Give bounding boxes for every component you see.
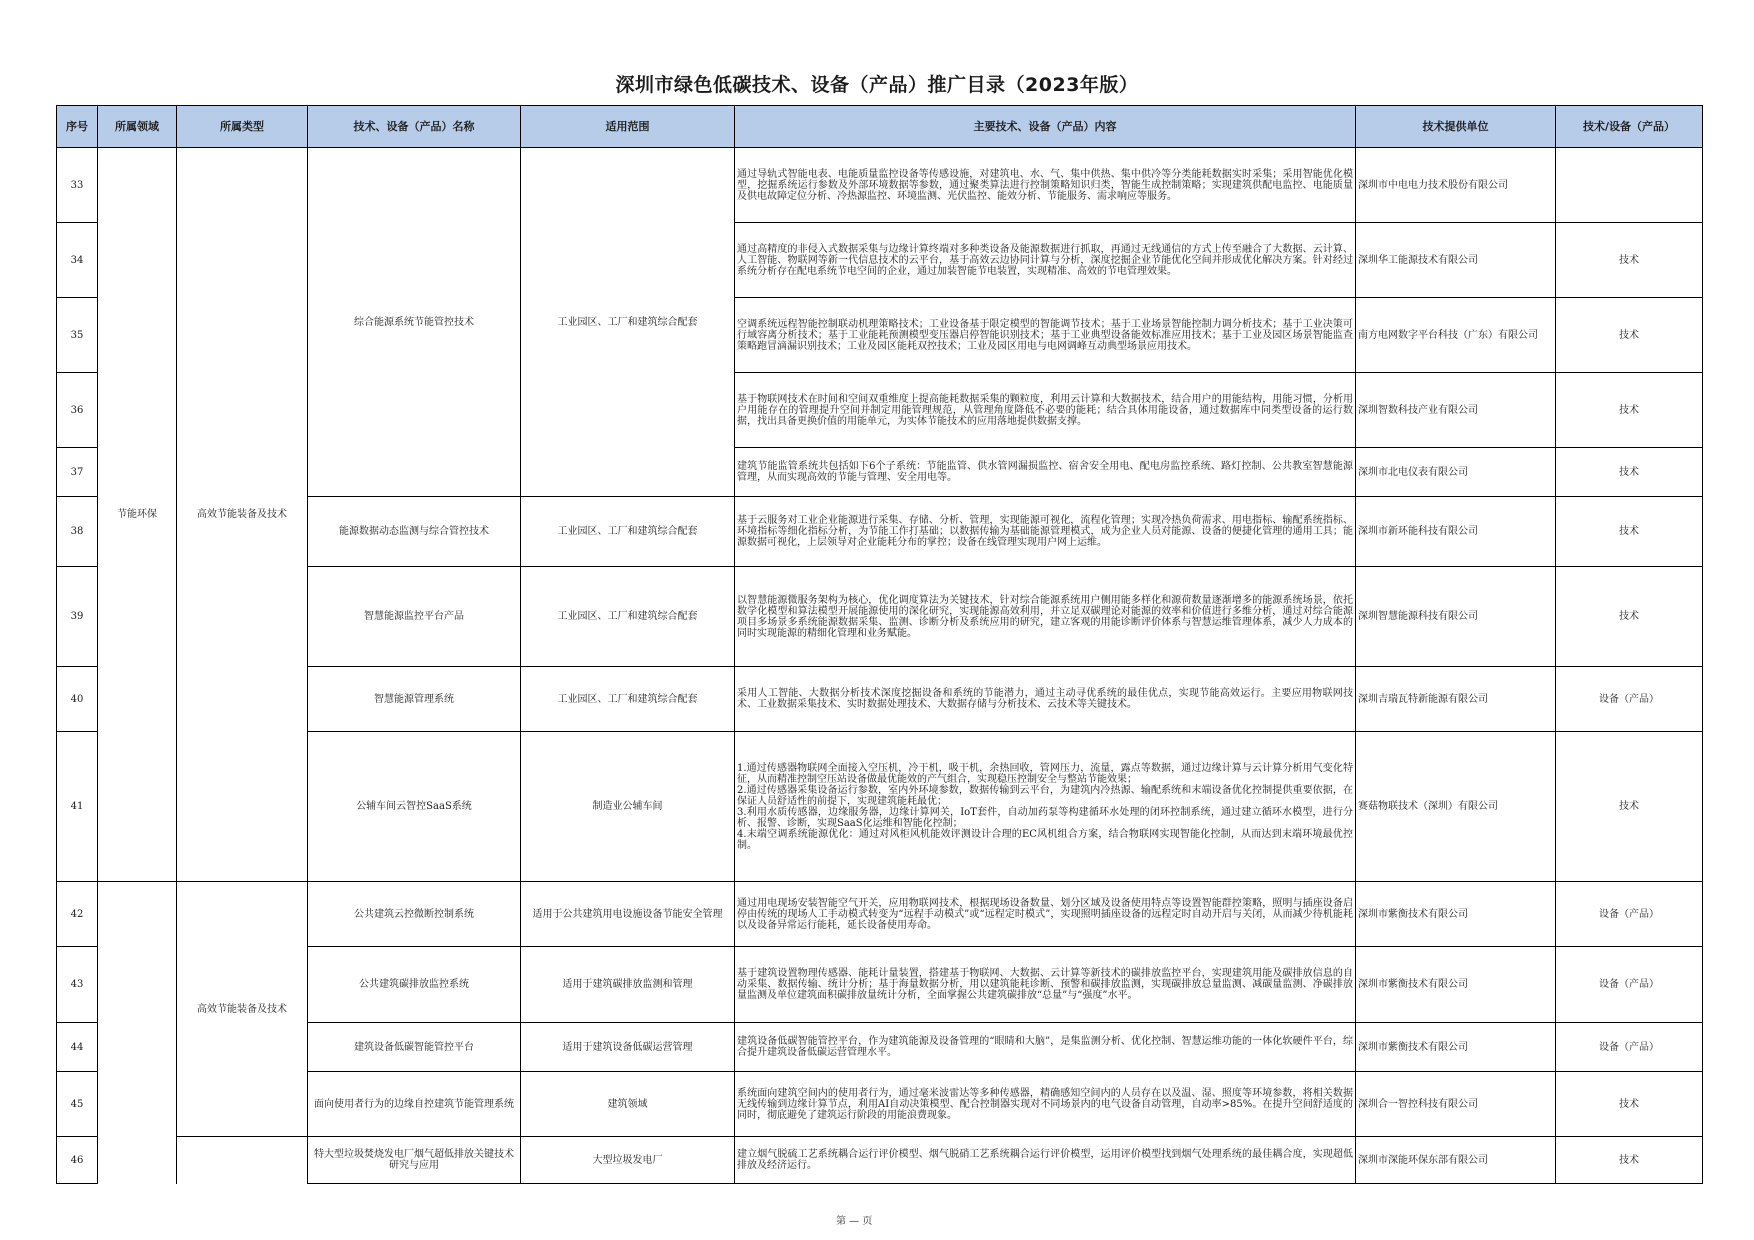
row-no: 43 [57,947,98,1023]
page-title: 深圳市绿色低碳技术、设备（产品）推广目录（2023年版） [615,74,1139,96]
category-cell: 技术 [1556,223,1703,298]
content-cell: 空调系统远程智能控制联动机理策略技术；工业设备基于限定模型的智能调节技术；基于工业场景智能控制力调分析技术；基于工业决策可行域容离分析技术；基于工业能耗预测模型变压器启停智能识别技术；基于工业典型设备能效标准应用技术；基于工业及园区场景智能监查策略跑冒滴漏识别技术；工业及园区能耗双控技术；工业及园区用电与电网调峰互动典型场景应用技术。 [735,298,1356,373]
content-cell: 通过用电现场安装智能空气开关，应用物联网技术，根据现场设备数量、划分区域及设备使用特点等设置智能群控策略，照明与插座设备启停由传统的现场人工手动模式转变为“远程手动模式”或“远程定时模式”，实现照明插座设备的远程定时自动开启与关闭，从而减少待机能耗以及设备异常运行能耗，延长设备使用寿命。 [735,882,1356,947]
scope-cell: 大型垃圾发电厂 [521,1137,735,1184]
tech-name-cell: 建筑设备低碳智能管控平台 [308,1023,521,1072]
row-no: 39 [57,567,98,667]
tech-name-cell: 公共建筑云控微断控制系统 [308,882,521,947]
scope-cell: 建筑领域 [521,1072,735,1137]
provider-cell: 深圳市深能环保东部有限公司 [1356,1137,1556,1184]
category-cell: 技术 [1556,567,1703,667]
content-cell: 系统面向建筑空间内的使用者行为，通过毫米波雷达等多种传感器，精确感知空间内的人员存在以及温、湿、照度等环境参数，将相关数据无线传输到边缘计算节点，利用AI自动决策模型、配合控制器实现对不同场景内的电气设备自动管理，自动率>85%。在提升空间舒适度的同时，彻底避免了建筑运行阶段的用能浪费现象。 [735,1072,1356,1137]
type-cell-empty [177,1137,308,1184]
content-cell: 采用人工智能、大数据分析技术深度挖掘设备和系统的节能潜力，通过主动寻优系统的最佳优点，实现节能高效运行。主要应用物联网技术、工业数据采集技术、实时数据处理技术、大数据存储与分析技术、云技术等关键技术。 [735,667,1356,732]
row-no: 36 [57,373,98,448]
tech-name-cell: 特大型垃圾焚烧发电厂烟气超低排放关键技术研究与应用 [308,1137,521,1184]
scope-cell: 工业园区、工厂和建筑综合配套 [521,667,735,732]
type-cell: 高效节能装备及技术 [177,148,308,882]
table-row [57,148,1703,223]
category-cell: 技术 [1556,732,1703,882]
row-no: 44 [57,1023,98,1072]
content-cell: 基于建筑设置物理传感器、能耗计量装置，搭建基于物联网、大数据、云计算等新技术的碳排放监控平台，实现建筑用能及碳排放信息的自动采集、数据传输、统计分析；基于海量数据分析，用以建筑能耗诊断、预警和碳排放监测，实现碳排放总量监测、减碳量监测、净碳排放量监测及单位建筑面积碳排放量统计分析，全面掌握公共建筑碳排放“总量”与“强度”水平。 [735,947,1356,1023]
category-cell: 设备（产品） [1556,1023,1703,1072]
content-cell: 基于云服务对工业企业能源进行采集、存储、分析、管理，实现能源可视化，流程化管理；实现冷热负荷需求、用电指标、输配系统指标、环境指标等细化指标分析，为节能工作打基础；以数据传输为基础能源管理模式，成为企业人员对能源、设备的便捷化管理的通用工具；能源数据可视化，上层领导对企业能耗分布的掌控；设备在线管理实现用户网上运维。 [735,497,1356,567]
row-no: 34 [57,223,98,298]
scope-cell: 工业园区、工厂和建筑综合配套 [521,148,735,497]
row-no: 37 [57,448,98,497]
provider-cell: 深圳市紫衡技术有限公司 [1356,1023,1556,1072]
category-cell: 技术 [1556,1137,1703,1184]
tech-name-cell: 公辅车间云智控SaaS系统 [308,732,521,882]
row-no: 33 [57,148,98,223]
row-no: 41 [57,732,98,882]
row-no: 35 [57,298,98,373]
scope-cell: 工业园区、工厂和建筑综合配套 [521,567,735,667]
header-content: 主要技术、设备（产品）内容 [735,106,1356,148]
header-type: 所属类型 [177,106,308,148]
header-category: 技术/设备（产品） [1556,106,1703,148]
scope-cell: 适用于建筑碳排放监测和管理 [521,947,735,1023]
provider-cell: 深圳市新环能科技有限公司 [1356,497,1556,567]
provider-cell: 深圳吉瑞瓦特新能源有限公司 [1356,667,1556,732]
header-name: 技术、设备（产品）名称 [308,106,521,148]
tech-name-cell: 能源数据动态监测与综合管控技术 [308,497,521,567]
scope-cell: 适用于公共建筑用电设施设备节能安全管理 [521,882,735,947]
content-cell: 建立烟气脱硫工艺系统耦合运行评价模型、烟气脱硝工艺系统耦合运行评价模型，运用评价模型找到烟气处理系统的最佳耦合度，实现超低排放及经济运行。 [735,1137,1356,1184]
provider-cell: 深圳智数科技产业有限公司 [1356,373,1556,448]
content-line: 4.末端空调系统能源优化：通过对风柜风机能效评测设计合理的EC风机组合方案，结合物联网实现智能化控制，从而达到末端环境最优控制。 [737,828,1353,851]
content-line: 1.通过传感器物联网全面接入空压机，冷干机，吸干机，余热回收，管网压力，流量，露点等数据，通过边缘计算与云计算分析用气变化特征，从而精准控制空压站设备做最优能效的产气组合，实现稳压控制安全与整站节能效果； [737,762,1353,785]
content-cell: 通过导轨式智能电表、电能质量监控设备等传感设施，对建筑电、水、气、集中供热、集中供冷等分类能耗数据实时采集；采用智能优化模型，挖掘系统运行参数及外部环境数据等参数，通过聚类算法进行控制策略知识归类，智能生成控制策略；实现建筑供配电监控、电能质量及供电故障定位分析、冷热源监控、环境监测、光伏监控、能效分析、节能服务、需求响应等服务。 [735,148,1356,223]
category-cell: 技术 [1556,1072,1703,1137]
category-cell: 技术 [1556,448,1703,497]
content-cell: 通过高精度的非侵入式数据采集与边缘计算终端对多种类设备及能源数据进行抓取，再通过无线通信的方式上传至融合了大数据、云计算、人工智能、物联网等新一代信息技术的云平台，基于高效云边协同计算与分析，深度挖掘企业节能优化空间并形成优化解决方案。针对经过系统分析存在配电系统节电空间的企业，通过加装智能节电装置，实现精准、高效的节电管理效果。 [735,223,1356,298]
tech-name-cell: 面向使用者行为的边缘自控建筑节能管理系统 [308,1072,521,1137]
tech-name-cell: 智慧能源监控平台产品 [308,567,521,667]
scope-cell: 制造业公辅车间 [521,732,735,882]
provider-cell: 赛菇物联技术（深圳）有限公司 [1356,732,1556,882]
content-line: 3.利用水质传感器，边缘服务器，边缘计算网关，IoT套件，自动加药泵等构建循环水处理的闭环控制系统，通过建立循环水模型，进行分析、报警、诊断，实现SaaS化运维和智能化控制； [737,806,1353,829]
page-footer: 第 — 页 [836,1216,873,1227]
table-row [57,1137,1703,1184]
content-cell: 建筑设备低碳智能管控平台，作为建筑能源及设备管理的“眼睛和大脑”，是集监测分析、优化控制、智慧运维功能的一体化软硬件平台，综合提升建筑设备低碳运营管理水平。 [735,1023,1356,1072]
row-no: 38 [57,497,98,567]
type-cell: 高效节能装备及技术 [177,882,308,1137]
tech-name-cell: 综合能源系统节能管控技术 [308,148,521,497]
provider-cell: 深圳华工能源技术有限公司 [1356,223,1556,298]
tech-name-cell: 公共建筑碳排放监控系统 [308,947,521,1023]
provider-cell: 深圳市中电电力技术股份有限公司 [1356,148,1556,223]
content-cell [735,732,1356,882]
provider-cell: 深圳合一智控科技有限公司 [1356,1072,1556,1137]
row-no: 46 [57,1137,98,1184]
catalog-table [56,105,1703,1184]
scope-cell: 工业园区、工厂和建筑综合配套 [521,497,735,567]
scope-cell: 适用于建筑设备低碳运营管理 [521,1023,735,1072]
header-no: 序号 [57,106,98,148]
header-provider: 技术提供单位 [1356,106,1556,148]
row-no: 40 [57,667,98,732]
category-cell: 技术 [1556,298,1703,373]
provider-cell: 深圳智慧能源科技有限公司 [1356,567,1556,667]
provider-cell: 深圳市紫衡技术有限公司 [1356,882,1556,947]
row-no: 45 [57,1072,98,1137]
provider-cell: 深圳市紫衡技术有限公司 [1356,947,1556,1023]
provider-cell: 南方电网数字平台科技（广东）有限公司 [1356,298,1556,373]
category-cell: 技术 [1556,373,1703,448]
content-cell: 建筑节能监管系统共包括如下6个子系统：节能监管、供水管网漏损监控、宿舍安全用电、配电房监控系统、路灯控制、公共教室智慧能源管理，从而实现高效的节能与管理、安全用电等。 [735,448,1356,497]
tech-name-cell: 智慧能源管理系统 [308,667,521,732]
category-cell: 设备（产品） [1556,947,1703,1023]
header-field: 所属领域 [98,106,177,148]
category-cell: 技术 [1556,497,1703,567]
header-scope: 适用范围 [521,106,735,148]
content-line: 2.通过传感器采集设备运行参数，室内外环境参数，数据传输到云平台，为建筑内冷热源、输配系统和末端设备优化控制提供重要依据，在保证人员舒适性的前提下，实现建筑能耗最优； [737,784,1353,807]
category-cell: 设备（产品） [1556,667,1703,732]
provider-cell: 深圳市北电仪表有限公司 [1356,448,1556,497]
row-no: 42 [57,882,98,947]
table-row [57,882,1703,947]
header-row [57,106,1703,148]
field-cell-empty [98,882,177,1184]
content-cell: 以智慧能源微服务架构为核心，优化调度算法为关键技术，针对综合能源系统用户侧用能多样化和源荷数量逐渐增多的能源系统场景，依托数学化模型和算法模型开展能源使用的深化研究，实现能源高效利用，并立足双碳理论对能源的效率和价值进行多维分析，通过对综合能源项目多场景多系统能源数据采集、监测、诊断分析及系统应用的研究，建立客观的用能诊断评价体系与智慧运维管理体系，减少人力成本的同时实现能源的精细化管理和业务赋能。 [735,567,1356,667]
category-cell [1556,148,1703,223]
field-cell: 节能环保 [98,148,177,882]
category-cell: 设备（产品） [1556,882,1703,947]
content-cell: 基于物联网技术在时间和空间双重维度上提高能耗数据采集的颗粒度，利用云计算和大数据技术，结合用户的用能结构，用能习惯，分析用户用能存在的管理提升空间并制定用能管理规范，从管理角度降低不必要的能耗；结合具体用能设备，通过数据库中同类型设备的运行数据，找出具备更换价值的用能单元，为实体节能技术的应用落地提供数据支撑。 [735,373,1356,448]
